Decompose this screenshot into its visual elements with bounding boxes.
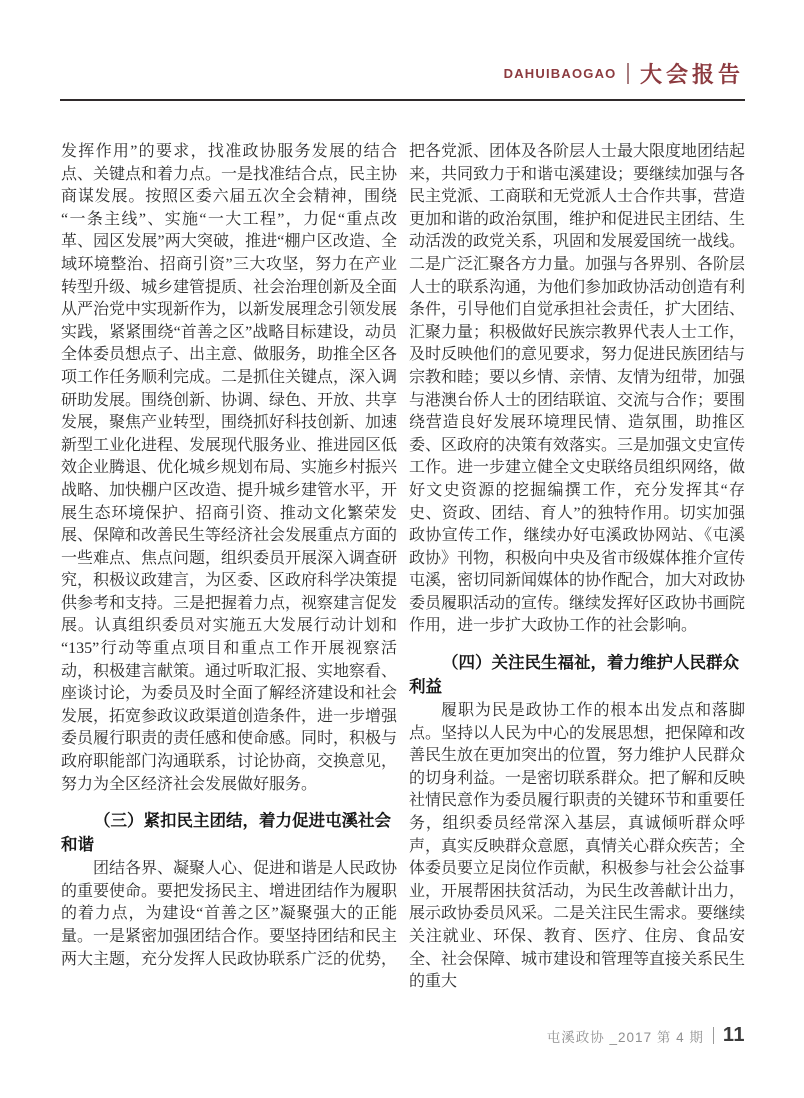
header-rule-line xyxy=(60,99,745,101)
page-header xyxy=(504,58,744,89)
column-left xyxy=(61,141,397,994)
footer-separator-bar xyxy=(713,1027,714,1044)
header-separator-bar xyxy=(627,63,629,84)
section-title: 大会报告 xyxy=(639,62,744,87)
footer-issue-text xyxy=(547,1026,704,1046)
footer-journal-name: 屯溪政协 xyxy=(546,1029,605,1045)
section-heading: （三）紧扣民主团结，着力促进屯溪社会和谐 xyxy=(61,812,391,855)
section-heading: （四）关注民生福祉，着力维护人民群众利益 xyxy=(409,654,739,697)
journal-code-text: DAHUIBAOGAO xyxy=(503,66,617,81)
page-number: 11 xyxy=(722,1024,745,1046)
body-paragraph: 把各党派、团体及各阶层人士最大限度地团结起来，共同致力于和谐屯溪建设；要继续加强与各民主党派、工商联和无党派人士合作共事，营造更加和谐的政治氛围，维护和促进民主团结、生动活泼的政党关系，巩固和发展爱国统一战线。二是广泛汇聚各方力量。加强与各界别、各阶层人士的联系沟通，为他们参加政协活动创造有利条件，引导他们自觉承担社会责任，扩大团结、汇聚力量；积极做好民族宗教界代表人士工作，及时反映他们的意见要求，努力促进民族团结与宗教和睦；要以乡情、亲情、友情为纽带，加强与港澳台侨人士的团结联谊、交流与合作；要围绕营造良好发展环境理民情、造氛围，助推区委、区政府的决策有效落实。三是加强文史宣传工作。进一步建立健全文史联络员组织网络，做好文史资源的挖掘编撰工作，充分发挥其“存史、资政、团结、育人”的独特作用。切实加强政协宣传工作，继续办好屯溪政协网站、《屯溪政协》刊物，积极向中央及省市级媒体推介宣传屯溪，密切同新闻媒体的协作配合，加大对政协委员履职活动的宣传。继续发挥好区政协书画院作用，进一步扩大政协工作的社会影响。 xyxy=(409,143,746,635)
body-paragraph: 团结各界、凝聚人心、促进和谐是人民政协的重要使命。要把发扬民主、增进团结作为履职的着力点，为建设“首善之区”凝聚强大的正能量。一是紧密加强团结合作。要坚持团结和民主两大主题，充分发挥人民政协联系广泛的优势， xyxy=(61,860,398,968)
column-right xyxy=(409,141,745,994)
body-paragraph: 履职为民是政协工作的根本出发点和落脚点。坚持以人民为中心的发展思想，把保障和改善民生放在更加突出的位置，努力维护人民群众的切身利益。一是密切联系群众。把了解和反映社情民意作为委员履行职责的关键环节和重要任务，组织委员经常深入基层，真诚倾听群众呼声，真实反映群众意愿，真情关心群众疾苦；全体委员要立足岗位作贡献，积极参与社会公益事业，开展帮困扶贫活动，为民生改善献计出力，展示政协委员风采。二是关注民生需求。要继续关注就业、环保、教育、医疗、住房、食品安全、社会保障、城市建设和管理等直接关系民生的重大 xyxy=(409,702,746,991)
footer-issue-info: _2017 第 4 期 xyxy=(609,1029,704,1045)
body-paragraph: 发挥作用”的要求，找准政协服务发展的结合点、关键点和着力点。一是找准结合点，民主协商谋发展。按照区委六届五次全会精神，围绕“一条主线”、实施“一大工程”，力促“重点改革、园区发展”两大突破，推进“棚户区改造、全域环境整治、招商引资”三大攻坚，努力在产业转型升级、城乡建管提质、社会治理创新及全面从严治党中实现新作为，以新发展理念引领发展实践，紧紧围绕“首善之区”战略目标建设，动员全体委员想点子、出主意、做服务，助推全区各项工作任务顺利完成。二是抓住关键点，深入调研助发展。围绕创新、协调、绿色、开放、共享发展，聚焦产业转型，围绕抓好科技创新、加速新型工业化进程、发展现代服务业、推进园区低效企业腾退、优化城乡规划布局、实施乡村振兴战略、加快棚户区改造、提升城乡建管水平，开展生态环境保护、招商引资、推动文化繁荣发展、保障和改善民生等经济社会发展重点方面的一些难点、焦点问题，组织委员开展深入调查研究，积极议政建言，为区委、区政府科学决策提供参考和支持。三是把握着力点，视察建言促发展。认真组织委员对实施五大发展行动计划和“135”行动等重点项目和重点工作开展视察活动，积极建言献策。通过听取汇报、实地察看、座谈讨论，为委员及时全面了解经济建设和社会发展，拓宽参政议政渠道创造条件，进一步增强委员履行职责的责任感和使命感。同时，积极与政府职能部门沟通联系，讨论协商，交换意见，努力为全区经济社会发展做好服务。 xyxy=(61,143,398,793)
article-body xyxy=(61,141,745,994)
page-footer xyxy=(547,1024,745,1047)
